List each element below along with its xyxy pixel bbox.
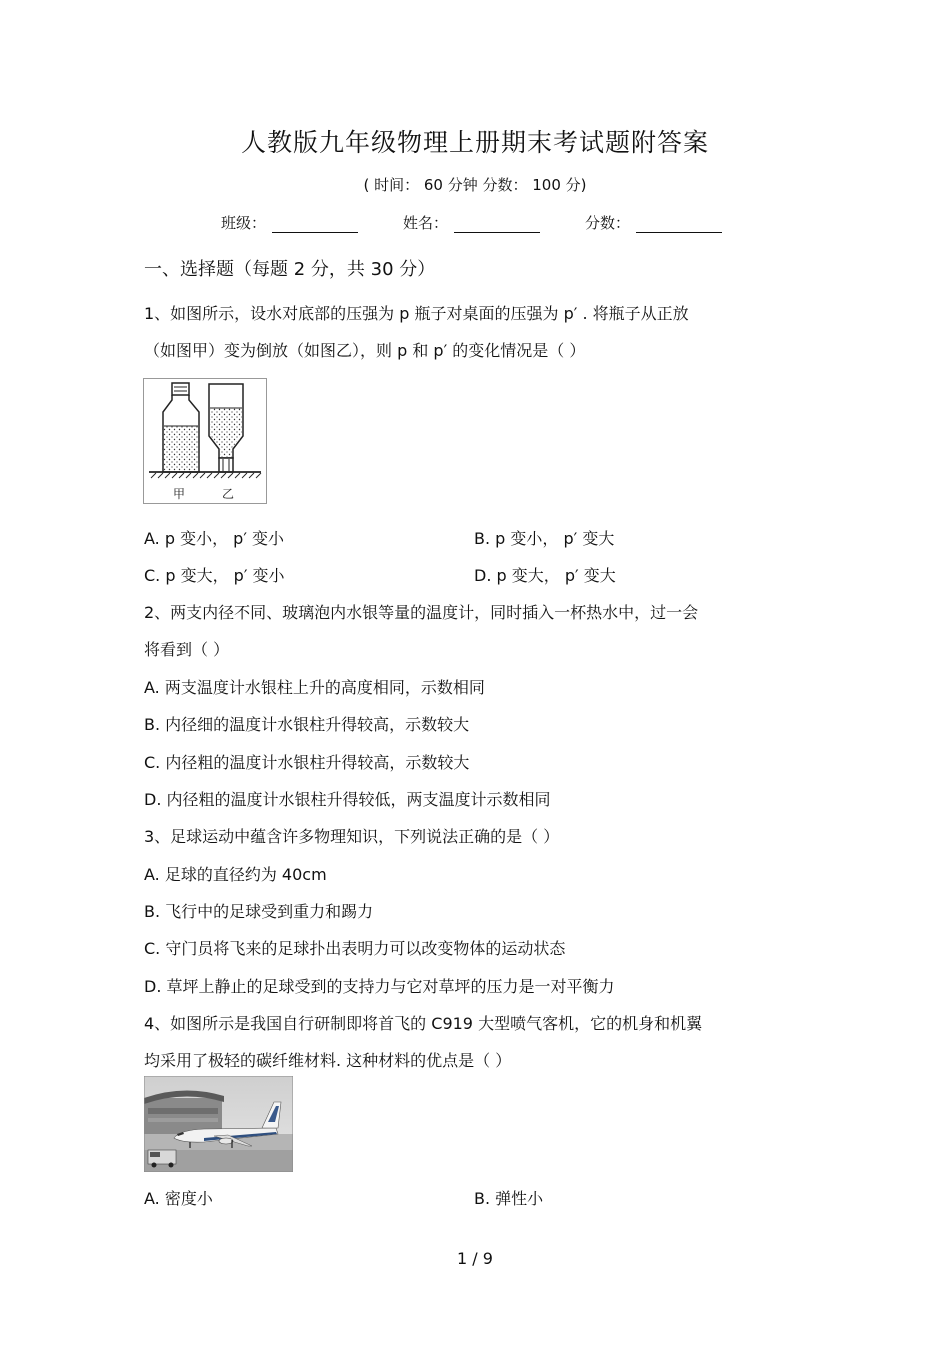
q4-option-b: B. 弹性小 (474, 1189, 544, 1208)
airplane-photo (144, 1076, 293, 1172)
page-number: 1 / 9 (457, 1249, 493, 1268)
fig-label-jia: 甲 (173, 487, 186, 501)
score-label: 分数： (585, 214, 631, 232)
q3-option-c: C. 守门员将飞来的足球扑出表明力可以改变物体的运动状态 (144, 939, 566, 958)
q1-option-b: B. p 变小， p′ 变大 (474, 529, 615, 548)
q2-option-b: B. 内径细的温度计水银柱升得较高，示数较大 (144, 715, 470, 734)
question-2-line1: 2、两支内径不同、玻璃泡内水银等量的温度计，同时插入一杯热水中，过一会 (144, 603, 699, 622)
bottle-figure (143, 378, 267, 504)
score-blank (636, 216, 722, 233)
name-label: 姓名： (403, 214, 449, 232)
q2-option-c: C. 内径粗的温度计水银柱升得较高，示数较大 (144, 753, 470, 772)
fig-label-yi: 乙 (222, 487, 235, 501)
name-blank (454, 216, 540, 233)
c919-airplane-image (144, 1076, 293, 1172)
class-label: 班级： (221, 214, 267, 232)
class-field (221, 212, 358, 233)
q2-option-a: A. 两支温度计水银柱上升的高度相同，示数相同 (144, 678, 485, 697)
name-field (403, 212, 540, 233)
question-2-line2: 将看到（ ） (144, 640, 230, 659)
q3-option-b: B. 飞行中的足球受到重力和踢力 (144, 902, 374, 921)
question-4-line2: 均采用了极轻的碳纤维材料. 这种材料的优点是（ ） (144, 1051, 512, 1070)
q4-option-a: A. 密度小 (144, 1189, 213, 1208)
q2-option-d: D. 内径粗的温度计水银柱升得较低，两支温度计示数相同 (144, 790, 551, 809)
question-1-line2: （如图甲）变为倒放（如图乙），则 p 和 p′ 的变化情况是（ ） (144, 341, 586, 360)
score-field (585, 212, 722, 233)
question-1-line1: 1、如图所示，设水对底部的压强为 p 瓶子对桌面的压强为 p′ . 将瓶子从正放 (144, 304, 689, 323)
q3-option-a: A. 足球的直径约为 40cm (144, 865, 327, 884)
section-heading: 一、选择题（每题 2 分，共 30 分） (144, 259, 436, 280)
question-4-line1: 4、如图所示是我国自行研制即将首飞的 C919 大型喷气客机，它的机身和机翼 (144, 1014, 703, 1033)
class-blank (272, 216, 358, 233)
page-title: 人教版九年级物理上册期末考试题附答案 (240, 128, 709, 157)
q1-option-a: A. p 变小， p′ 变小 (144, 529, 285, 548)
q3-option-d: D. 草坪上静止的足球受到的支持力与它对草坪的压力是一对平衡力 (144, 977, 615, 996)
exam-meta: ( 时间： 60 分钟 分数： 100 分) (363, 176, 587, 194)
q1-option-d: D. p 变大， p′ 变大 (474, 566, 616, 585)
bottle-diagram (143, 378, 267, 504)
q1-option-c: C. p 变大， p′ 变小 (144, 566, 285, 585)
question-3-line1: 3、足球运动中蕴含许多物理知识，下列说法正确的是（ ） (144, 827, 560, 846)
